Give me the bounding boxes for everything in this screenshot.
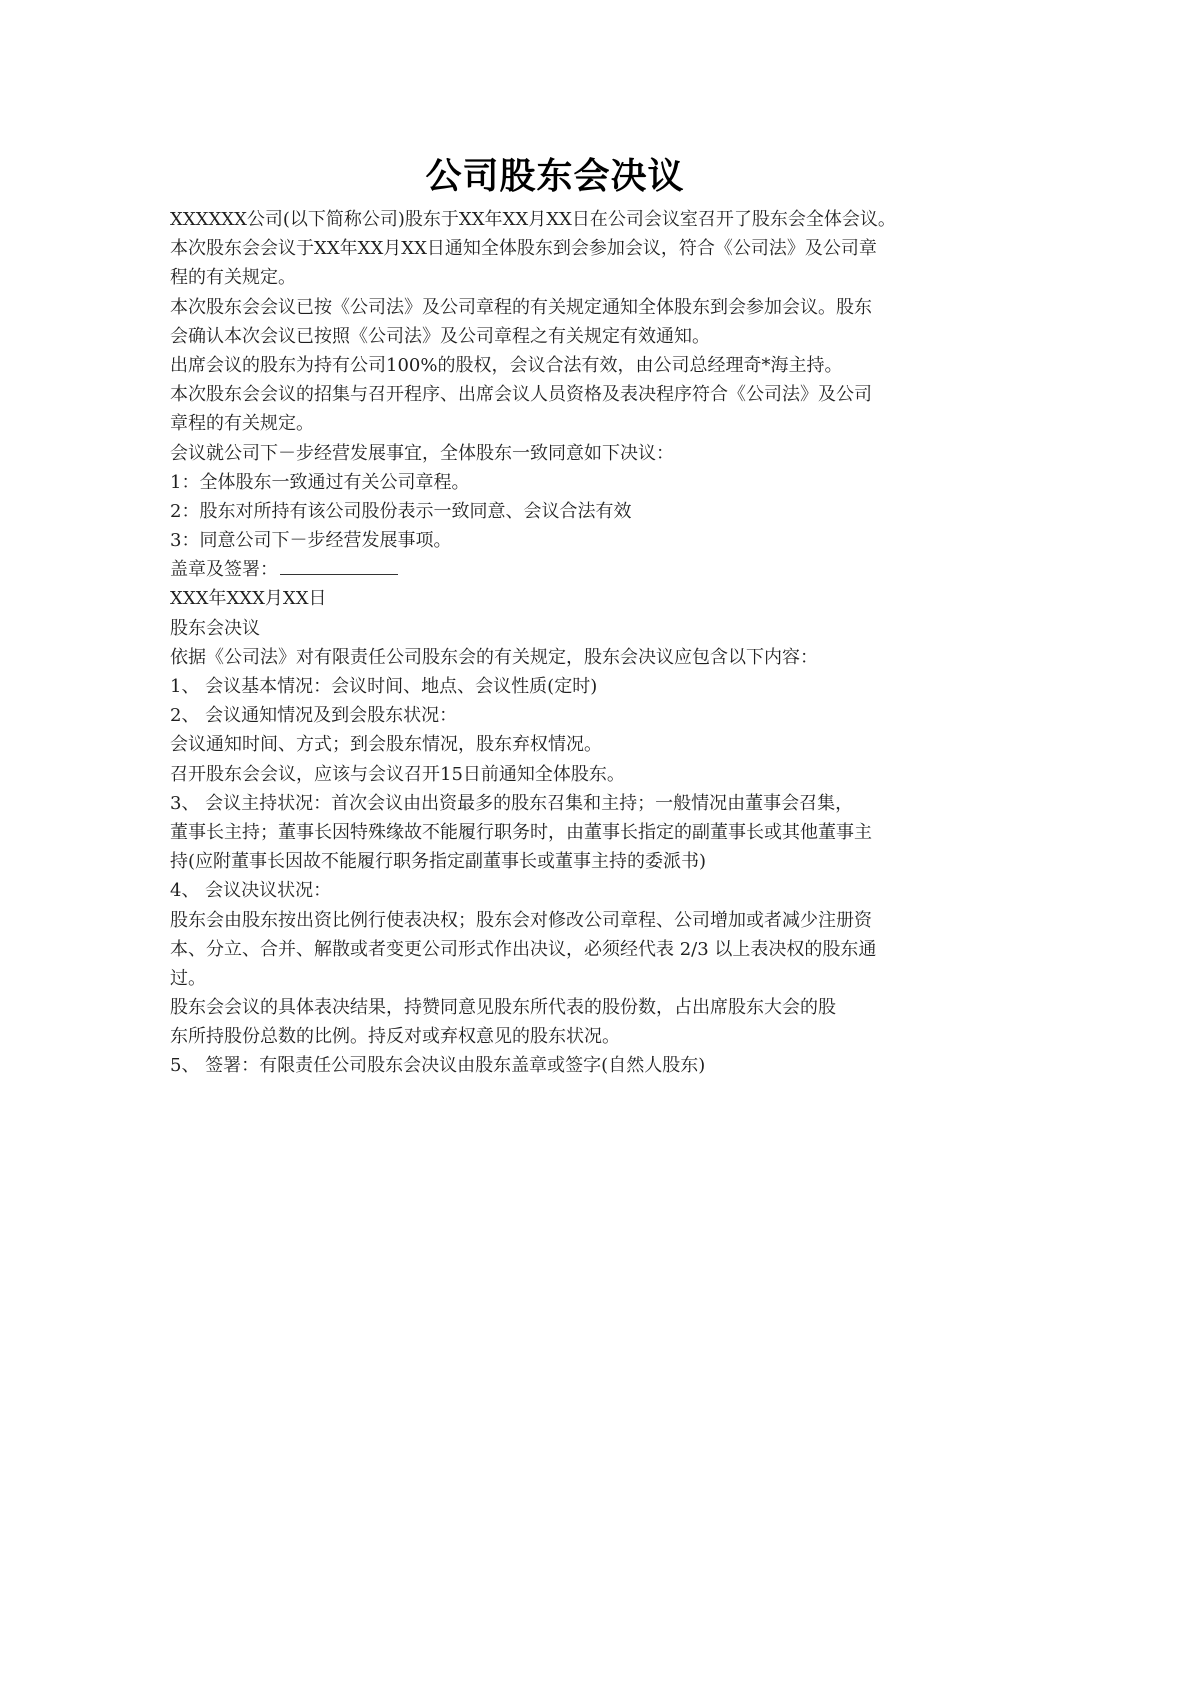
- paragraph-line: 本次股东会会议已按《公司法》及公司章程的有关规定通知全体股东到会参加会议。股东: [170, 296, 872, 318]
- paragraph-line: 依据《公司法》对有限责任公司股东会的有关规定，股东会决议应包含以下内容：: [170, 646, 818, 668]
- paragraph-line: XXXXXX公司(以下简称公司)股东于XX年XX月XX日在公司会议室召开了股东会全体会议。: [170, 209, 896, 230]
- document-title: 公司股东会决议: [425, 156, 685, 197]
- paragraph-line: 章程的有关规定。: [170, 413, 314, 435]
- paragraph-line: 会议通知时间、方式；到会股东情况，股东弃权情况。: [170, 734, 602, 756]
- signature-line: [170, 555, 950, 584]
- list-item: 5、 签署：有限责任公司股东会决议由股东盖章或签字(自然人股东): [170, 1055, 706, 1077]
- date-line: XXX年XXX月XX日: [170, 588, 327, 610]
- document-body: [170, 205, 950, 1081]
- paragraph-line: 东所持股份总数的比例。持反对或弃权意见的股东状况。: [170, 1026, 620, 1048]
- paragraph-line: 股东会会议的具体表决结果，持赞同意见股东所代表的股份数，占出席股东大会的股: [170, 997, 836, 1019]
- paragraph-line: 会议就公司下－步经营发展事宜，全体股东一致同意如下决议：: [170, 442, 674, 464]
- list-item: 4、 会议决议状况：: [170, 880, 332, 902]
- resolution-item-1: 1：全体股东一致通过有关公司章程。: [170, 471, 470, 493]
- paragraph-line: 会确认本次会议已按照《公司法》及公司章程之有关规定有效通知。: [170, 325, 710, 347]
- paragraph-line: 召开股东会会议，应该与会议召开15日前通知全体股东。: [170, 763, 625, 785]
- list-item: 1、 会议基本情况：会议时间、地点、会议性质(定时): [170, 676, 598, 697]
- paragraph-line: 程的有关规定。: [170, 267, 296, 289]
- paragraph-line: 持(应附董事长因故不能履行职务指定副董事长或董事主持的委派书): [170, 851, 707, 873]
- paragraph-line: 本次股东会会议的招集与召开程序、出席会议人员资格及表决程序符合《公司法》及公司: [170, 384, 872, 406]
- section-heading: 股东会决议: [170, 617, 260, 639]
- list-item: 3、 会议主持状况：首次会议由出资最多的股东召集和主持；一般情况由董事会召集，: [170, 792, 854, 814]
- paragraph-line: 董事长主持；董事长因特殊缘故不能履行职务时，由董事长指定的副董事长或其他董事主: [170, 821, 872, 843]
- paragraph-line: 本次股东会会议于XX年XX月XX日通知全体股东到会参加会议，符合《公司法》及公司章: [170, 238, 877, 260]
- resolution-item-2: 2：股东对所持有该公司股份表示一致同意、会议合法有效: [170, 500, 632, 522]
- signature-label: 盖章及签署：: [170, 559, 278, 581]
- paragraph-line: 本、分立、合并、解散或者变更公司形式作出决议，必须经代表 2/3 以上表决权的股东通: [170, 938, 877, 960]
- paragraph-line: 出席会议的股东为持有公司100%的股权，会议合法有效，由公司总经理奇*海主持。: [170, 354, 843, 376]
- list-item: 2、 会议通知情况及到会股东状况：: [170, 705, 458, 727]
- paragraph-line: 股东会由股东按出资比例行使表决权；股东会对修改公司章程、公司增加或者减少注册资: [170, 909, 872, 931]
- paragraph-line: 过。: [170, 967, 206, 989]
- resolution-item-3: 3：同意公司下－步经营发展事项。: [170, 530, 452, 552]
- signature-blank: [280, 556, 398, 575]
